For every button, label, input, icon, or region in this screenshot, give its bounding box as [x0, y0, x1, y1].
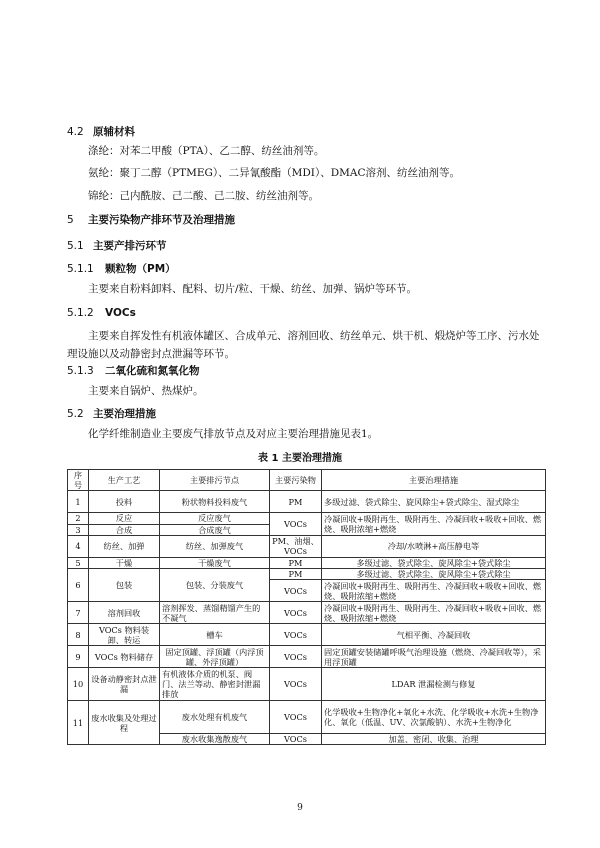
- material-polyester: 涤纶：对苯二甲酸（PTA）、乙二醇、纺丝油剂等。: [88, 145, 325, 157]
- cell-no: 6: [68, 569, 89, 602]
- section-number: 5.1.2: [67, 307, 94, 319]
- page-number: 9: [297, 803, 303, 813]
- cell-measure: 冷凝回收+吸附再生、吸附再生、冷凝回收+吸收+回收、燃烧、吸附浓缩+燃烧: [322, 580, 546, 602]
- table-row: [68, 602, 546, 624]
- paragraph-so2-nox-sources: 主要来自锅炉、热煤炉。: [88, 385, 204, 397]
- cell-pollutant: VOCs: [270, 580, 322, 602]
- cell-node: 合成废气: [160, 524, 270, 535]
- section-number: 5.1: [67, 240, 84, 252]
- cell-node: 废水处理有机废气: [160, 701, 270, 734]
- table-row: [68, 624, 546, 646]
- cell-node: 有机液体介质的机泵、阀门、法兰等动、静密封泄漏排放: [160, 668, 270, 701]
- cell-pollutant: PM: [270, 557, 322, 568]
- cell-pollutant: VOCs: [270, 646, 322, 668]
- material-spandex: 氨纶：聚丁二醇（PTMEG）、二异氰酸酯（MDI）、DMAC溶剂、纺丝油剂等。: [88, 167, 460, 179]
- cell-pollutant: VOCs: [270, 513, 322, 535]
- section-title: 主要产排污环节: [93, 240, 167, 252]
- cell-process: 纺丝、加弹: [89, 535, 160, 557]
- cell-process: 包装: [89, 569, 160, 602]
- cell-node: 干燥废气: [160, 557, 270, 568]
- cell-node: 反应废气: [160, 513, 270, 524]
- cell-process: 合成: [89, 524, 160, 535]
- treatment-measures-table: [67, 469, 546, 745]
- section-heading-5-1-2: [67, 306, 136, 320]
- section-heading-4-2: [67, 125, 135, 139]
- header-process: 生产工艺: [89, 470, 160, 491]
- cell-node: 粉状物料投料废气: [160, 491, 270, 513]
- cell-measure: 冷却/水喷淋+高压静电等: [322, 535, 546, 557]
- cell-no: 8: [68, 624, 89, 646]
- cell-process: 反应: [89, 513, 160, 524]
- cell-pollutant: VOCs: [270, 734, 322, 745]
- table-row: [68, 557, 546, 568]
- cell-process: VOCs 物料储存: [89, 646, 160, 668]
- cell-pollutant: VOCs: [270, 701, 322, 734]
- section-title: 原辅材料: [93, 126, 135, 138]
- cell-measure: 冷凝回收+吸附再生、吸附再生、冷凝回收+吸收+回收、燃烧、吸附浓缩+燃烧: [322, 602, 546, 624]
- cell-measure: 加盖、密闭、收集、治理: [322, 734, 546, 745]
- cell-measure: 固定顶罐安装储罐呼吸气治理设施（燃烧、冷凝回收等），采用浮顶罐: [322, 646, 546, 668]
- cell-no: 2: [68, 513, 89, 524]
- header-measures: 主要治理措施: [322, 470, 546, 491]
- section-heading-5: [67, 213, 235, 227]
- cell-pollutant: VOCs: [270, 624, 322, 646]
- section-heading-5-1-3: [67, 364, 200, 378]
- cell-measure: 化学吸收+生物净化+氧化+水洗、化学吸收+水洗+生物净化、氧化（低温、UV、次氯酸钠）、水洗+生物净化: [322, 701, 546, 734]
- table-header-row: [68, 470, 546, 491]
- section-number: 5.2: [67, 408, 84, 420]
- cell-pollutant: PM: [270, 569, 322, 580]
- paragraph-table-intro: 化学纤维制造业主要废气排放节点及对应主要治理措施见表1。: [88, 428, 379, 440]
- table-row: [68, 535, 546, 557]
- section-heading-5-1-1: [67, 262, 176, 276]
- cell-no: 1: [68, 491, 89, 513]
- section-title: 主要治理措施: [93, 408, 156, 420]
- section-title: 颗粒物（PM）: [105, 263, 176, 275]
- paragraph-pm-sources: 主要来自粉料卸料、配料、切片/粒、干燥、纺丝、加弹、锅炉等环节。: [88, 283, 418, 295]
- cell-measure: LDAR 泄漏检测与修复: [322, 668, 546, 701]
- table-row: [68, 701, 546, 734]
- cell-pollutant: PM、油烟、VOCs: [270, 535, 322, 557]
- cell-process: VOCs 物料装卸、转运: [89, 624, 160, 646]
- cell-pollutant: PM: [270, 491, 322, 513]
- section-number: 5.1.1: [67, 263, 94, 275]
- section-number: 5: [67, 214, 74, 226]
- cell-node: 固定顶罐、浮顶罐（内浮顶罐、外浮顶罐）: [160, 646, 270, 668]
- cell-measure: 气相平衡、冷凝回收: [322, 624, 546, 646]
- section-heading-5-1: [67, 239, 167, 253]
- header-pollutant: 主要污染物: [270, 470, 322, 491]
- cell-process: 投料: [89, 491, 160, 513]
- material-nylon: 锦纶：己内酰胺、己二酸、己二胺、纺丝油剂等。: [88, 190, 319, 202]
- section-number: 5.1.3: [67, 365, 94, 377]
- section-title: 二氧化硫和氮氧化物: [105, 365, 200, 377]
- table-row: [68, 491, 546, 513]
- cell-process: 溶剂回收: [89, 602, 160, 624]
- cell-no: 7: [68, 602, 89, 624]
- table-row: [68, 513, 546, 524]
- cell-pollutant: VOCs: [270, 668, 322, 701]
- table-caption: 表 1 主要治理措施: [258, 453, 342, 464]
- cell-node: 槽车: [160, 624, 270, 646]
- cell-no: 5: [68, 557, 89, 568]
- table-row: [68, 646, 546, 668]
- cell-node: 纺丝、加弹废气: [160, 535, 270, 557]
- section-number: 4.2: [67, 126, 84, 138]
- cell-node: 废水收集逸散废气: [160, 734, 270, 745]
- cell-measure: 冷凝回收+吸附再生、吸附再生、冷凝回收+吸收+回收、燃烧、吸附浓缩+燃烧: [322, 513, 546, 535]
- cell-no: 4: [68, 535, 89, 557]
- cell-node: 溶剂挥发、蒸馏精馏产生的不凝气: [160, 602, 270, 624]
- cell-measure: 多级过滤、袋式除尘、旋风除尘+袋式除尘、湿式除尘: [322, 491, 546, 513]
- cell-process: 干燥: [89, 557, 160, 568]
- cell-measure: 多级过滤、袋式除尘、旋风除尘+袋式除尘: [322, 557, 546, 568]
- cell-node: 包装、分装废气: [160, 569, 270, 602]
- cell-measure: 多级过滤、袋式除尘、旋风除尘+袋式除尘: [322, 569, 546, 580]
- section-title: VOCs: [105, 307, 136, 319]
- cell-no: 10: [68, 668, 89, 701]
- cell-no: 3: [68, 524, 89, 535]
- section-heading-5-2: [67, 407, 156, 421]
- header-emission-node: 主要排污节点: [160, 470, 270, 491]
- section-title: 主要污染物产排环节及治理措施: [88, 214, 235, 226]
- table-row: [68, 569, 546, 580]
- cell-process: 设备动静密封点泄漏: [89, 668, 160, 701]
- cell-no: 9: [68, 646, 89, 668]
- cell-process: 废水收集及处理过程: [89, 701, 160, 745]
- paragraph-vocs-sources: 主要来自挥发性有机液体罐区、合成单元、溶剂回收、纺丝单元、烘干机、煅烧炉等工序、污水处理设施以及动静密封点泄漏等环节。: [67, 330, 540, 360]
- header-no: 序号: [68, 470, 89, 491]
- cell-no: 11: [68, 701, 89, 745]
- cell-pollutant: VOCs: [270, 602, 322, 624]
- table-row: [68, 668, 546, 701]
